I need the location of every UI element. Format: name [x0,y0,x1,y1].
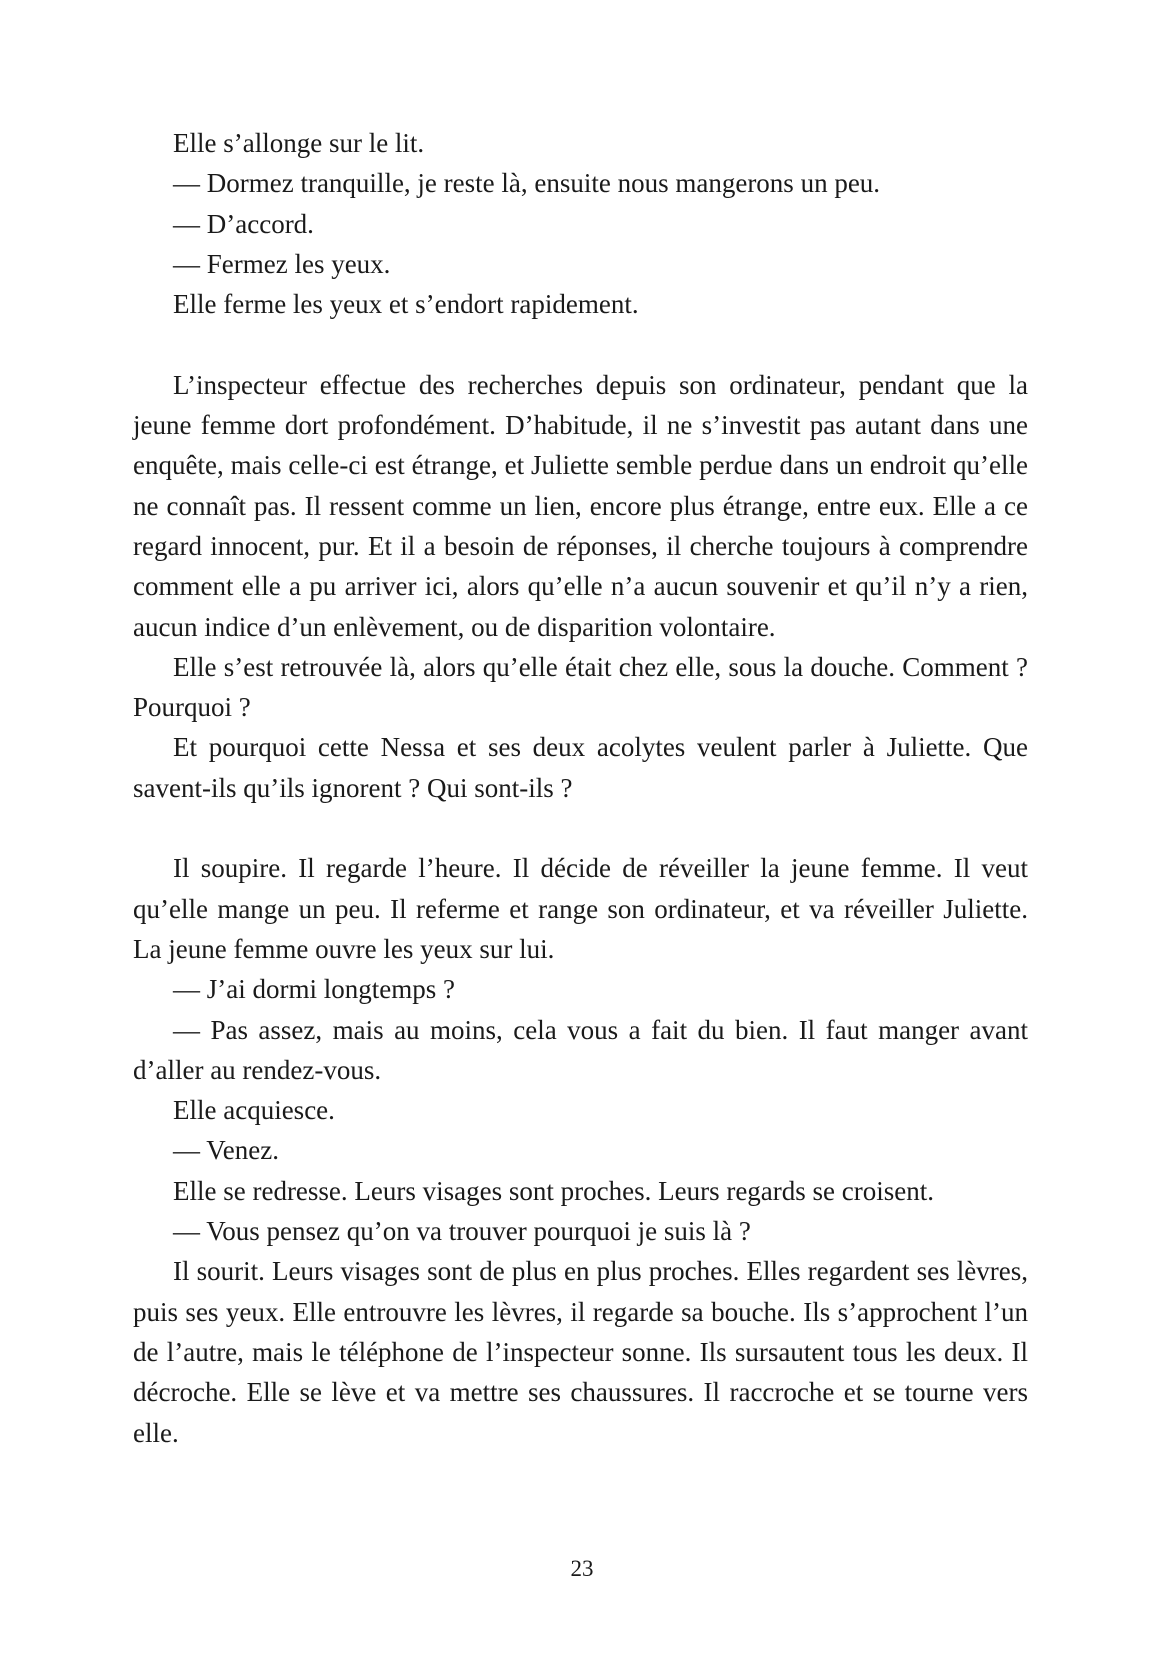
paragraph: Il sourit. Leurs visages sont de plus en plus proches. Elles regardent ses lèvres, puis ses yeux. Elle entrouvre les lèvres, il regarde sa bouche. Ils s’approchent l’un de l’autre, mais le téléphone de l’inspecteur sonne. Ils sursautent tous les deux. Il décroche. Elle se lève et va mettre ses chaussures. Il raccroche et se tourne vers elle. [133,1256,1028,1448]
paragraph: Elle s’allonge sur le lit. [173,128,425,158]
paragraph: Elle se redresse. Leurs visages sont proches. Leurs regards se croisent. [173,1175,934,1206]
paragraph: Elle ferme les yeux et s’endort rapidement. [173,289,639,320]
dialogue-line: — Vous pensez qu’on va trouver pourquoi je suis là ? [173,1216,751,1247]
paragraph: Et pourquoi cette Nessa et ses deux acolytes veulent parler à Juliette. Que savent-ils qu’ils ignorent ? Qui sont-ils ? [133,732,1028,803]
section-break [133,324,1028,364]
dialogue-line: — Dormez tranquille, je reste là, ensuite nous mangerons un peu. [173,168,881,199]
paragraph: Elle s’est retrouvée là, alors qu’elle était chez elle, sous la douche. Comment ? Pourquoi ? [133,651,1028,723]
paragraph: Il soupire. Il regarde l’heure. Il décide de réveiller la jeune femme. Il veut qu’elle mange un peu. Il referme et range son ordinateur, et va réveiller Juliette. La jeune femme ouvre les yeux sur lui. [133,853,1028,964]
body-text [133,123,1028,1453]
dialogue-line: — Venez. [173,1135,279,1166]
dialogue-line: — D’accord. [173,208,314,239]
dialogue-line: — J’ai dormi longtemps ? [173,974,455,1005]
dialogue-line: — Fermez les yeux. [173,248,391,279]
paragraph: Elle acquiesce. [173,1095,335,1126]
section-break [133,808,1028,848]
dialogue-line: — Pas assez, mais au moins, cela vous a fait du bien. Il faut manger avant d’aller au rendez-vous. [133,1014,1028,1085]
page-number: 23 [570,1556,594,1581]
paragraph: L’inspecteur effectue des recherches depuis son ordinateur, pendant que la jeune femme dort profondément. D’habitude, il ne s’investit pas autant dans une enquête, mais celle-ci est étrange, et Juliette semble perdue dans un endroit qu’elle ne connaît pas. Il ressent comme un lien, encore plus étrange, entre eux. Elle a ce regard innocent, pur. Et il a besoin de réponses, il cherche toujours à comprendre comment elle a pu arriver ici, alors qu’elle n’a aucun souvenir et qu’il n’y a rien, aucun indice d’un enlèvement, ou de disparition volontaire. [133,369,1028,642]
